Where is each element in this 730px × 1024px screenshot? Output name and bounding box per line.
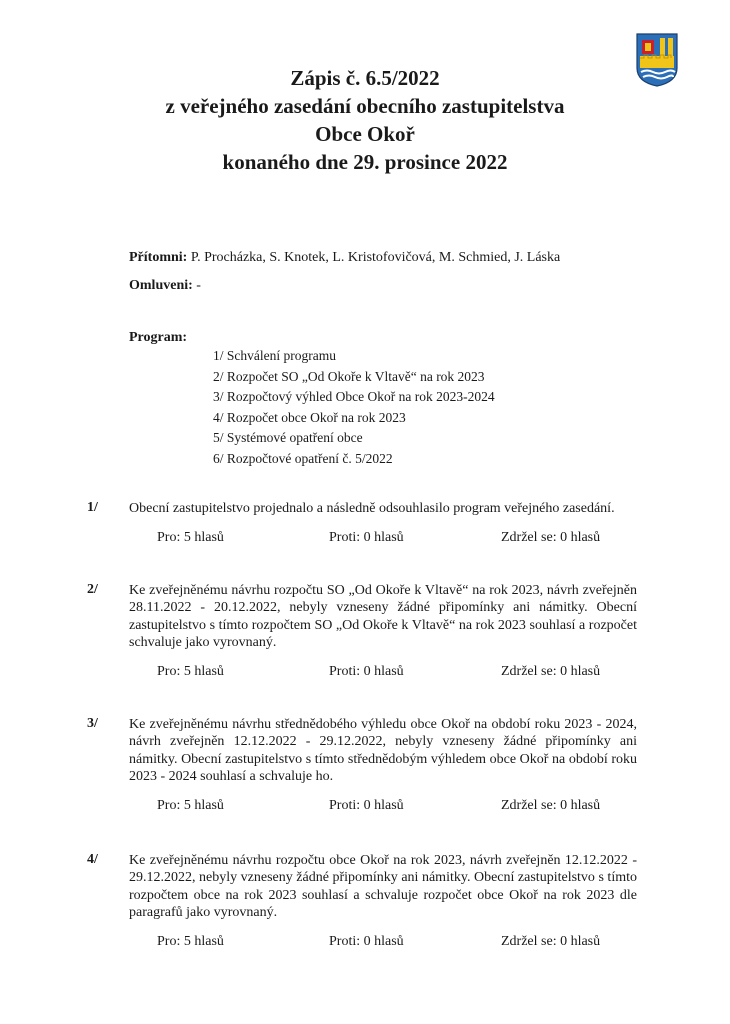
vote-for: Pro: 5 hlasů bbox=[157, 664, 224, 679]
resolution-number: 2/ bbox=[87, 582, 98, 597]
vote-for: Pro: 5 hlasů bbox=[157, 934, 224, 949]
program-item: 3/ Rozpočtový výhled Obce Okoř na rok 2023-2024 bbox=[213, 389, 495, 405]
resolution-number: 1/ bbox=[87, 500, 98, 515]
title-line-4: konaného dne 29. prosince 2022 bbox=[222, 150, 508, 174]
vote-abstain: Zdržel se: 0 hlasů bbox=[501, 664, 601, 679]
document-title bbox=[0, 64, 730, 176]
program-item: 6/ Rozpočtové opatření č. 5/2022 bbox=[213, 450, 393, 466]
program-item: 1/ Schválení programu bbox=[213, 348, 336, 363]
vote-abstain: Zdržel se: 0 hlasů bbox=[501, 934, 601, 949]
title-line-2: z veřejného zasedání obecního zastupitelstva bbox=[165, 94, 565, 118]
vote-against: Proti: 0 hlasů bbox=[329, 530, 404, 545]
excused-line bbox=[129, 278, 201, 294]
excused-label: Omluveni: bbox=[129, 278, 193, 293]
vote-for: Pro: 5 hlasů bbox=[157, 798, 224, 813]
program-item: 5/ Systémové opatření obce bbox=[213, 430, 363, 446]
resolution-text: Ke zveřejněnému návrhu rozpočtu obce Okoř na rok 2023, návrh zveřejněn 12.12.2022 - 29.12.2022, nebyly vzneseny žádné připomínky ani námitky. Obecní zastupitelstvo s tímto rozpočtem obce na rok 2023 souhlasí a schvaluje rozpočet obce Okoř na rok 2023 dle paragrafů jako vyrovnaný. bbox=[129, 853, 637, 920]
title-line-3: Obce Okoř bbox=[315, 122, 415, 146]
present-label: Přítomni: bbox=[129, 250, 188, 265]
vote-against: Proti: 0 hlasů bbox=[329, 664, 404, 679]
present-line bbox=[129, 250, 560, 266]
program-item: 4/ Rozpočet obce Okoř na rok 2023 bbox=[213, 409, 406, 425]
resolution-number: 3/ bbox=[87, 716, 98, 731]
vote-against: Proti: 0 hlasů bbox=[329, 798, 404, 813]
title-line-1: Zápis č. 6.5/2022 bbox=[290, 66, 440, 90]
vote-abstain: Zdržel se: 0 hlasů bbox=[501, 798, 601, 813]
vote-against: Proti: 0 hlasů bbox=[329, 934, 404, 949]
resolution-number: 4/ bbox=[87, 852, 98, 867]
resolution-text: Ke zveřejněnému návrhu rozpočtu SO „Od Okoře k Vltavě“ na rok 2023, návrh zveřejněn 28.11.2022 - 20.12.2022, nebyly vzneseny žádné připomínky ani námitky. Obecní zastupitelstvo s tímto rozpočtem SO „Od Okoře k Vltavě“ na rok 2023 souhlasí a rozpočet schvaluje jako vyrovnaný. bbox=[129, 583, 637, 650]
vote-for: Pro: 5 hlasů bbox=[157, 530, 224, 545]
resolution-text: Ke zveřejněnému návrhu střednědobého výhledu obce Okoř na období roku 2023 - 2024, návrh zveřejněn 12.12.2022 - 29.12.2022, nebyly vzneseny žádné připomínky ani námitky. Obecní zastupitelstvo s tímto střednědobým výhledem obce Okoř na období roku 2023 - 2024 souhlasí a schvaluje ho. bbox=[129, 717, 637, 784]
excused-value: - bbox=[192, 278, 201, 293]
program-label: Program: bbox=[129, 330, 188, 345]
present-value: P. Procházka, S. Knotek, L. Kristofovičová, M. Schmied, J. Láska bbox=[187, 250, 561, 265]
program-list bbox=[213, 346, 495, 470]
program-item: 2/ Rozpočet SO „Od Okoře k Vltavě“ na rok 2023 bbox=[213, 368, 485, 384]
vote-abstain: Zdržel se: 0 hlasů bbox=[501, 530, 601, 545]
resolution-text: Obecní zastupitelstvo projednalo a následně odsouhlasilo program veřejného zasedání. bbox=[129, 501, 615, 516]
